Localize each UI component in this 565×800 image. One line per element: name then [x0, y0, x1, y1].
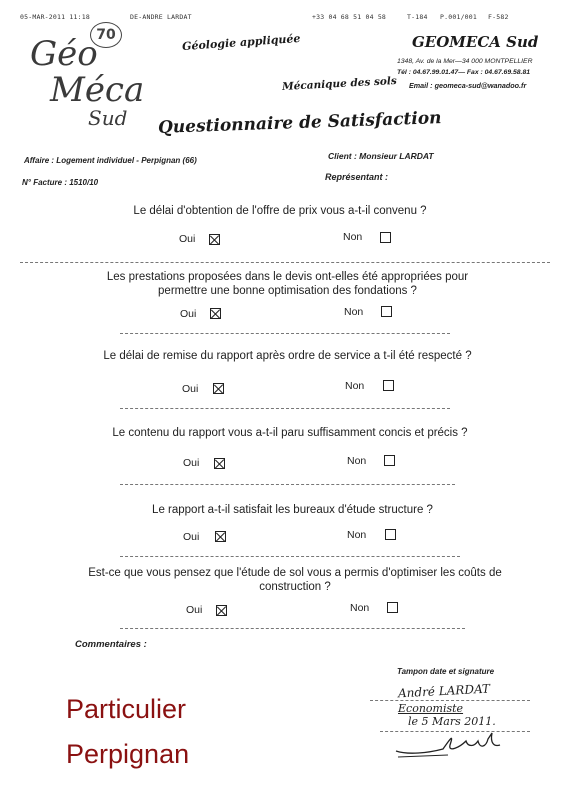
q6-oui-checkbox[interactable]: [216, 605, 227, 616]
q1-non-checkbox[interactable]: [380, 232, 391, 243]
q4-oui-label: Oui: [183, 457, 200, 469]
overlay-perpignan: Perpignan: [66, 739, 190, 769]
fax-transaction: T-184: [407, 13, 428, 21]
q6-oui-label: Oui: [186, 604, 203, 616]
signature-label: Tampon date et signature: [397, 667, 495, 676]
q5-oui-label: Oui: [183, 531, 200, 543]
fax-date: 05-MAR-2011 11:18: [20, 13, 90, 21]
facture-field: N° Facture : 1510/10: [22, 178, 99, 187]
question-4: Le contenu du rapport vous a-t-il paru suffisamment concis et précis ?: [112, 427, 468, 439]
q1-answer-line: [20, 262, 550, 263]
signature-role: Economiste: [398, 702, 464, 715]
q5-non-checkbox[interactable]: [385, 529, 396, 540]
q2-oui-label: Oui: [180, 308, 197, 320]
question-2: Les prestations proposées dans le devis ont-elles été appropriées pour permettre une bonne optimisation des fondations ?: [106, 271, 469, 297]
affaire-field: Affaire : Logement individuel - Perpignan (66): [24, 156, 197, 165]
tagline-mecanique: Mécanique des sols: [281, 75, 398, 93]
stamp-number-text: 70: [96, 27, 116, 43]
q5-oui-checkbox[interactable]: [215, 531, 226, 542]
q3-non-checkbox[interactable]: [383, 380, 394, 391]
question-3: Le délai de remise du rapport après ordre de service a t-il été respecté ?: [103, 350, 472, 362]
q6-answer-line: [120, 628, 465, 629]
company-logo: [28, 32, 148, 132]
signature-line-1: [370, 700, 530, 701]
client-field: Client : Monsieur LARDAT: [328, 151, 434, 161]
comments-label: Commentaires :: [75, 639, 147, 650]
q1-oui-checkbox[interactable]: [209, 234, 220, 245]
fax-phone: +33 04 68 51 04 58: [312, 13, 387, 21]
company-email: Email : geomeca-sud@wanadoo.fr: [409, 81, 527, 90]
company-address: 1348, Av. de la Mer—34 000 MONTPELLIER: [397, 58, 533, 65]
tagline-geologie: Géologie appliquée: [181, 31, 301, 54]
company-name: GEOMECA Sud: [412, 33, 539, 51]
logo-geo: Géo: [30, 34, 98, 74]
q2-non-label: Non: [344, 306, 364, 318]
fax-sender: DE-ANDRE LARDAT: [130, 13, 192, 21]
q2-oui-checkbox[interactable]: [210, 308, 221, 319]
signature-date: le 5 Mars 2011.: [408, 715, 496, 728]
q3-oui-checkbox[interactable]: [213, 383, 224, 394]
page-title: Questionnaire de Satisfaction: [157, 108, 442, 138]
fax-code: F-582: [488, 13, 509, 21]
q1-oui-label: Oui: [179, 233, 196, 245]
q2-answer-line: [120, 333, 450, 334]
company-tel-fax: Tél : 04.67.99.01.47— Fax : 04.67.69.58.81: [397, 69, 531, 76]
question-5: Le rapport a-t-il satisfait les bureaux d'étude structure ?: [152, 504, 433, 516]
q2-non-checkbox[interactable]: [381, 306, 392, 317]
q5-non-label: Non: [347, 529, 367, 541]
q4-non-label: Non: [347, 455, 367, 467]
handwritten-signature: [388, 725, 518, 765]
q6-non-checkbox[interactable]: [387, 602, 398, 613]
signature-name: André LARDAT: [397, 681, 491, 701]
q4-non-checkbox[interactable]: [384, 455, 395, 466]
question-6: Est-ce que vous pensez que l'étude de sol vous a permis d'optimiser les coûts de construction ?: [88, 567, 502, 593]
q5-answer-line: [120, 556, 460, 557]
question-1: Le délai d'obtention de l'offre de prix vous a-t-il convenu ?: [133, 205, 427, 217]
q3-answer-line: [120, 408, 450, 409]
q3-non-label: Non: [345, 380, 365, 392]
q3-oui-label: Oui: [182, 383, 199, 395]
fax-pages: P.001/001: [440, 13, 478, 21]
logo-meca: Méca: [50, 70, 145, 110]
q1-non-label: Non: [343, 231, 363, 243]
representant-field: Représentant :: [325, 172, 389, 182]
q4-oui-checkbox[interactable]: [214, 458, 225, 469]
logo-sud: Sud: [88, 106, 128, 130]
q4-answer-line: [120, 484, 455, 485]
q6-non-label: Non: [350, 602, 370, 614]
overlay-particulier: Particulier: [66, 694, 187, 724]
